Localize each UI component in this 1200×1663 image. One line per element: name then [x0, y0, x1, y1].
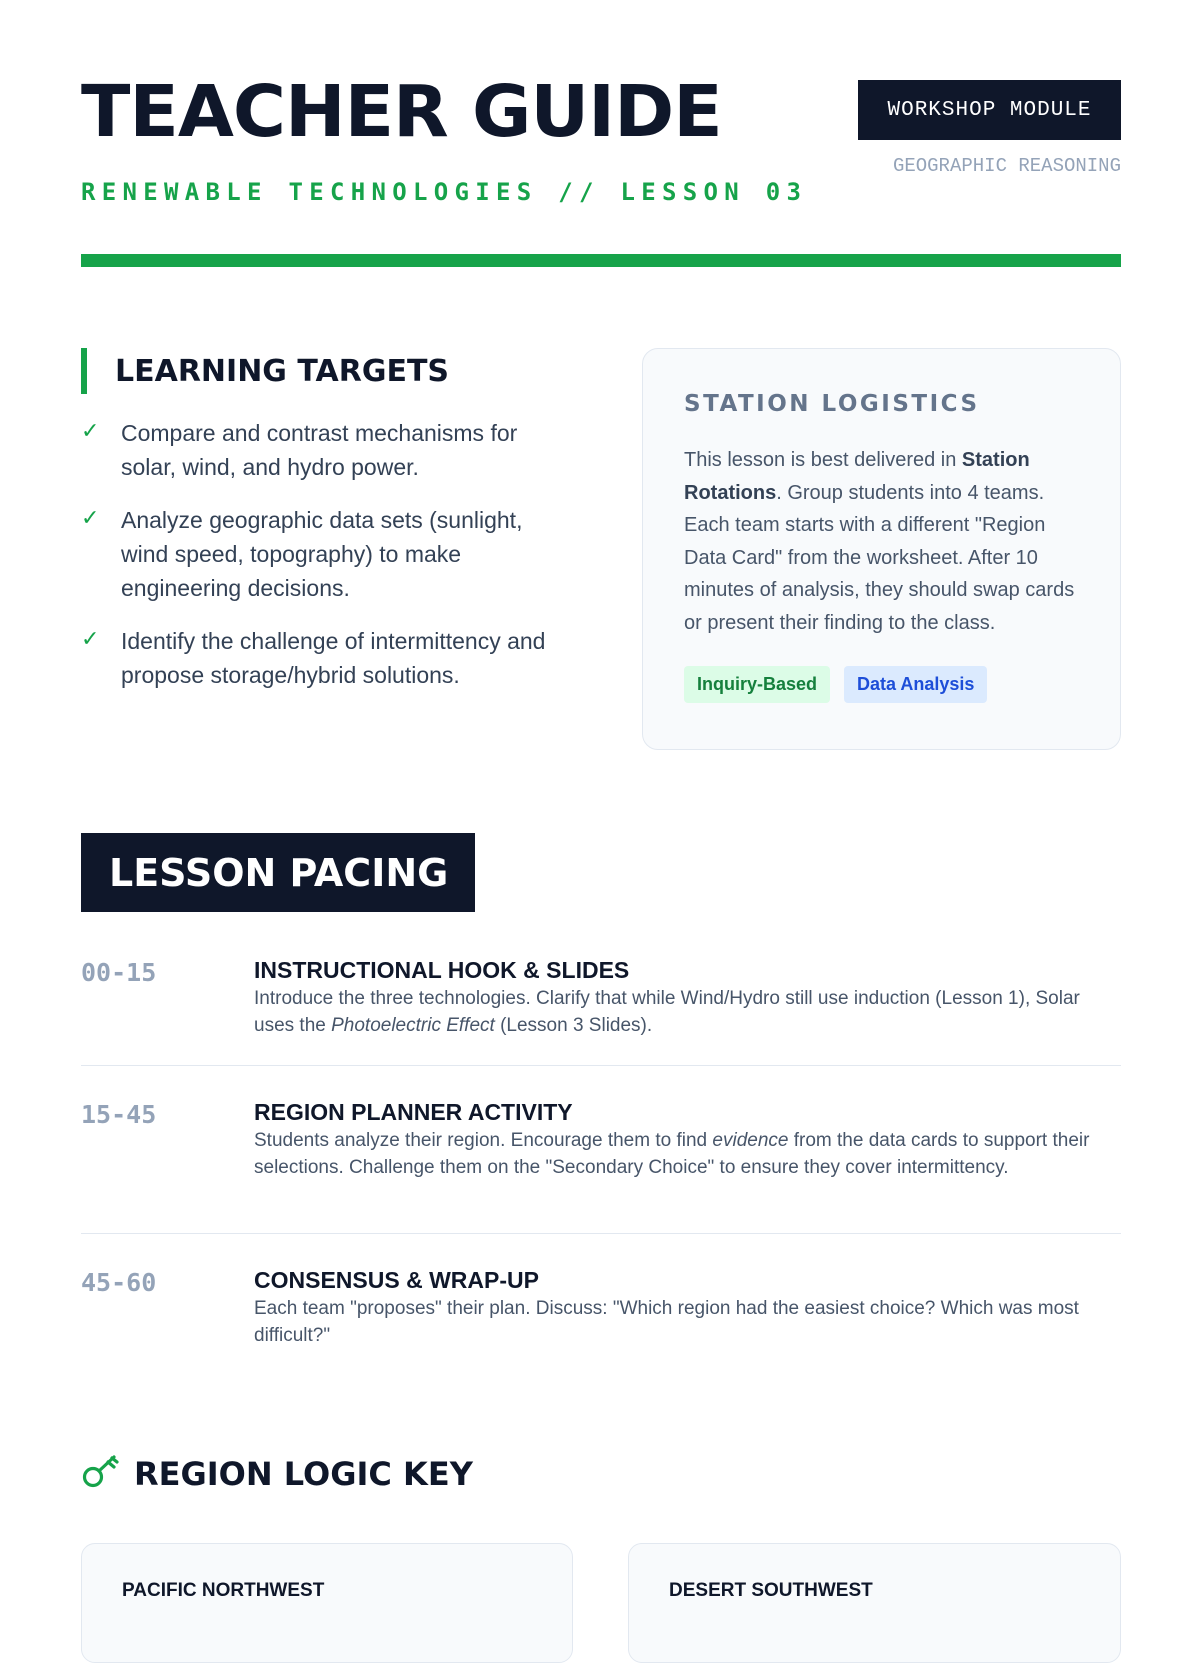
pacing-text: Students analyze their region. Encourage them to find [254, 1130, 713, 1151]
module-category: GEOGRAPHIC REASONING [892, 155, 1121, 177]
target-text: Compare and contrast mechanisms for solar, wind, and hydro power. [121, 420, 518, 480]
pacing-content [254, 955, 1121, 1039]
pacing-title: REGION PLANNER ACTIVITY [254, 1099, 573, 1125]
check-icon: ✓ [81, 505, 100, 530]
pacing-time: 15-45 [81, 1100, 157, 1129]
row-divider [81, 1233, 1121, 1234]
region-card-title: DESERT SOUTHWEST [669, 1580, 873, 1601]
region-card [628, 1543, 1121, 1663]
station-logistics-title: STATION LOGISTICS [684, 391, 980, 417]
logistics-text: This lesson is best delivered in [684, 449, 962, 471]
station-logistics-card [642, 348, 1121, 750]
row-divider [81, 1065, 1121, 1066]
pacing-description [254, 986, 1121, 1039]
pacing-description [254, 1128, 1121, 1181]
guide-header [81, 0, 1121, 270]
list-item [81, 503, 561, 605]
region-card-title: PACIFIC NORTHWEST [122, 1580, 325, 1601]
pacing-description [254, 1296, 1121, 1349]
pacing-text: (Lesson 3 Slides). [494, 1014, 653, 1036]
header-divider [81, 254, 1121, 267]
teacher-guide-page [81, 0, 1121, 1601]
module-badge: WORKSHOP MODULE [858, 80, 1121, 140]
logistics-text: . Group students into 4 teams. Each team starts with a different "Region Data Card" from the worksheet. After 10 minutes of analysis, they should swap cards or present their finding to the class. [684, 481, 1075, 634]
lesson-pacing-heading: LESSON PACING [81, 833, 475, 912]
pacing-title: INSTRUCTIONAL HOOK & SLIDES [254, 957, 630, 983]
tag-list [684, 666, 1080, 703]
region-logic-key-heading [81, 1452, 473, 1495]
target-text: Identify the challenge of intermittency and propose storage/hybrid solutions. [121, 628, 546, 688]
list-item [81, 416, 561, 484]
pacing-time: 45-60 [81, 1268, 157, 1297]
pacing-emphasis: Photoelectric Effect [331, 1014, 495, 1036]
station-logistics-body [684, 444, 1080, 639]
page-title: TEACHER GUIDE [81, 70, 722, 153]
lesson-subtitle: RENEWABLE TECHNOLOGIES // LESSON 03 [81, 178, 808, 206]
pacing-content [254, 1265, 1121, 1349]
key-icon [81, 1452, 119, 1495]
pacing-emphasis: evidence [712, 1130, 789, 1151]
check-icon: ✓ [81, 626, 100, 651]
learning-targets-section [81, 348, 561, 711]
learning-targets-list [81, 416, 561, 692]
pacing-time: 00-15 [81, 958, 157, 987]
pacing-title: CONSENSUS & WRAP-UP [254, 1267, 539, 1293]
check-icon: ✓ [81, 418, 100, 443]
pacing-text: from the data cards to support their selections. Challenge them on the "Secondary Choice" to ensure they cover intermittency. [254, 1130, 1090, 1178]
logistics-emphasis: Station Rotations [684, 449, 1030, 504]
tag-inquiry-based: Inquiry-Based [684, 666, 830, 703]
pacing-content [254, 1097, 1121, 1181]
learning-targets-heading: LEARNING TARGETS [81, 348, 561, 394]
target-text: Analyze geographic data sets (sunlight, wind speed, topography) to make engineering decisions. [121, 507, 523, 601]
region-logic-key-title: REGION LOGIC KEY [134, 1454, 473, 1493]
pacing-text: Each team "proposes" their plan. Discuss: "Which region had the easiest choice? Which was most difficult?" [254, 1298, 1079, 1346]
list-item [81, 624, 561, 692]
pacing-text: Introduce the three technologies. Clarify that while Wind/Hydro still use induction (Lesson 1), Solar uses the [254, 988, 1080, 1036]
region-card [81, 1543, 573, 1663]
tag-data-analysis: Data Analysis [844, 666, 987, 703]
